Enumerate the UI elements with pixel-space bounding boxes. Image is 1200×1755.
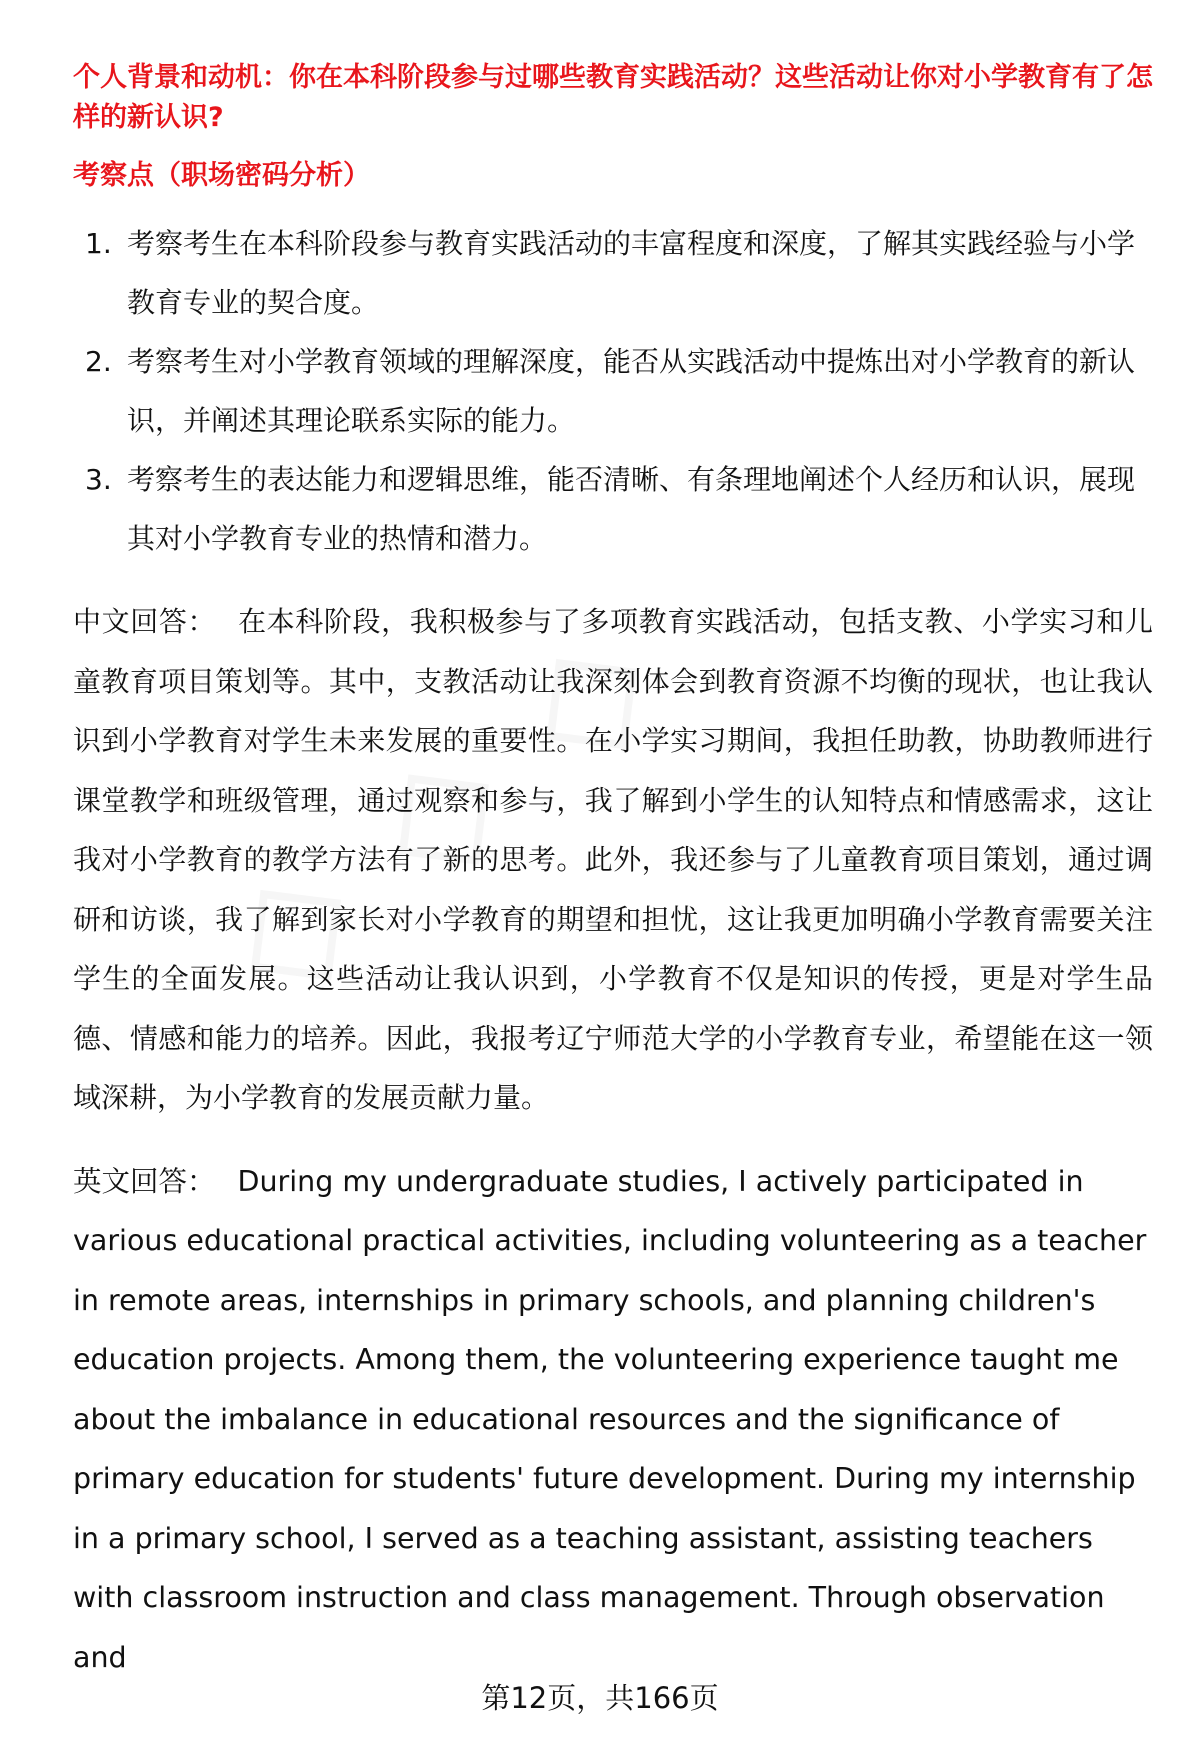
chinese-answer-text: 在本科阶段，我积极参与了多项教育实践活动，包括支教、小学实习和儿童教育项目策划等。其中，支教活动让我深刻体会到教育资源不均衡的现状，也让我认识到小学教育对学生未来发展的重要性。在小学实习期间，我担任助教，协助教师进行课堂教学和班级管理，通过观察和参与，我了解到小学生的认知特点和情感需求，这让我对小学教育的教学方法有了新的思考。此外，我还参与了儿童教育项目策划，通过调研和访谈，我了解到家长对小学教育的期望和担忧，这让我更加明确小学教育需要关注学生的全面发展。这些活动让我认识到，小学教育不仅是知识的传授，更是对学生品德、情感和能力的培养。因此，我报考辽宁师范大学的小学教育专业，希望能在这一领域深耕，为小学教育的发展贡献力量。 [73, 605, 1153, 1114]
document-page [73, 58, 1153, 1687]
page-number-footer: 第12页，共166页 [481, 1681, 719, 1715]
assessment-points-list [73, 214, 1153, 568]
english-answer-text: During my undergraduate studies, I actively participated in various educational practical activities, including volunteering as a teacher in remote areas, internships in primary schools, and planning children's education projects. Among them, the volunteering experience taught me about the imbalance in educational resources and the significance of primary education for students' future development. During my internship in a primary school, I served as a teaching assistant, assisting teachers with classroom instruction and class management. Through observation and [73, 1164, 1147, 1674]
point-number: 2. [85, 345, 112, 378]
english-answer [73, 1152, 1153, 1688]
point-text: 考察考生在本科阶段参与教育实践活动的丰富程度和深度，了解其实践经验与小学教育专业的契合度。 [127, 227, 1136, 319]
interview-question: 个人背景和动机：你在本科阶段参与过哪些教育实践活动？这些活动让你对小学教育有了怎样的新认识? [73, 62, 1153, 133]
chinese-answer [73, 592, 1153, 1128]
assessment-point [73, 450, 1153, 568]
assessment-point [73, 332, 1153, 450]
section-title: 考察点（职场密码分析） [73, 160, 370, 191]
point-text: 考察考生对小学教育领域的理解深度，能否从实践活动中提炼出对小学教育的新认识，并阐述其理论联系实际的能力。 [127, 345, 1136, 437]
point-number: 3. [85, 463, 112, 496]
assessment-point [73, 214, 1153, 332]
chinese-answer-label: 中文回答： [73, 605, 217, 638]
point-number: 1. [85, 227, 112, 260]
point-text: 考察考生的表达能力和逻辑思维，能否清晰、有条理地阐述个人经历和认识，展现其对小学教育专业的热情和潜力。 [127, 463, 1136, 555]
english-answer-label: 英文回答： [73, 1164, 216, 1198]
